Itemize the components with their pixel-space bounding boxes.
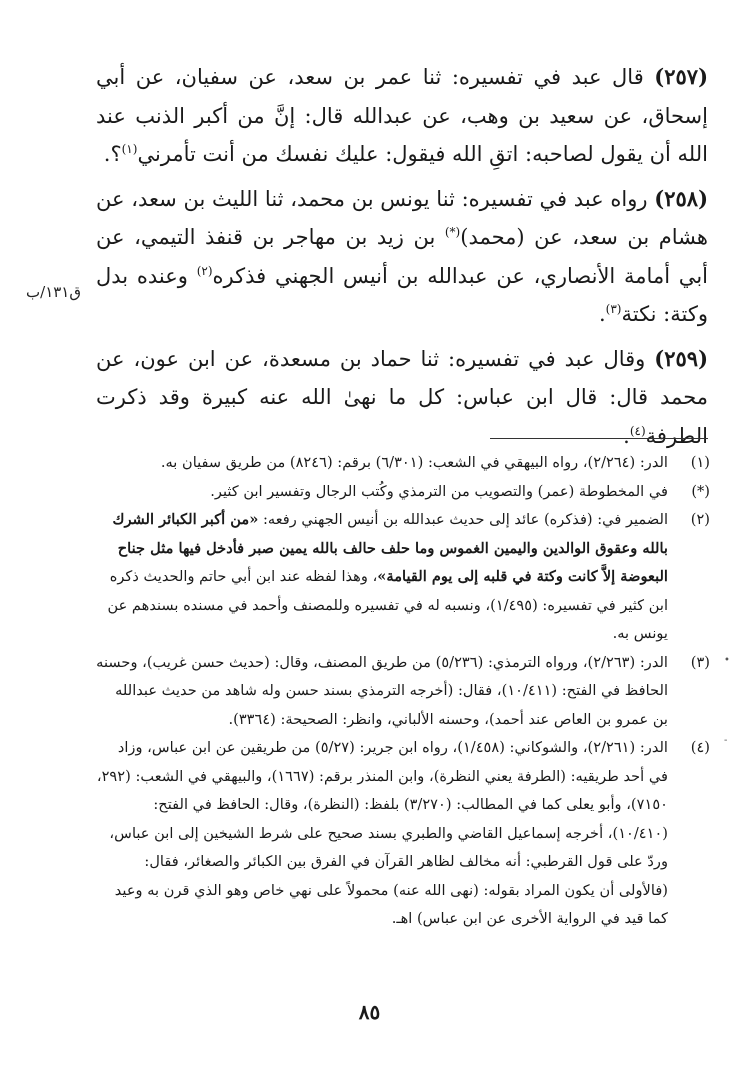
paragraph-text: رواه عبد في تفسيره: ثنا يونس بن محمد، ثنا الليث بن سعد، عن هشام بن سعد، عن (محمد) <box>96 186 708 249</box>
footnote-label: (٣) <box>690 653 710 671</box>
footnote-label: (٤) <box>690 739 710 756</box>
paragraph-text: بن زيد بن مهاجر بن قنفذ التيمي، عن أبي أمامة الأنصاري، عن عبدالله بن أنيس الجهني فذكره <box>96 225 708 288</box>
footnote-3 <box>96 649 710 735</box>
footnote-2 <box>96 506 710 649</box>
paragraph-257 <box>96 58 708 174</box>
footnote-label: (٢) <box>690 511 710 528</box>
paragraph-text: وقال عبد في تفسيره: ثنا حماد بن مسعدة، عن ابن عون، عن محمد قال: قال ابن عباس: كل ما نهىٰ الله عنه كبيرة وقد ذكرت الطرفة <box>96 346 708 448</box>
scan-speck: • <box>724 655 730 666</box>
entry-number: (٢٥٧) <box>654 64 708 89</box>
manuscript-folio-note: ق١٣١/ب <box>26 283 81 301</box>
footnote-divider <box>490 438 708 439</box>
footnote-4 <box>96 734 710 934</box>
scan-speck: - <box>724 735 728 746</box>
footnote-label: (١) <box>690 454 710 471</box>
footnote-text: الدر: (٢/٢٦٤)، رواه البيهقي في الشعب: (٦/٣٠١) برقم: (٨٢٤٦) من طريق سفيان به. <box>160 454 668 471</box>
main-text <box>96 58 708 461</box>
footnote-ref[interactable]: (*) <box>444 225 461 239</box>
footnote-text: الضمير في: (فذكره) عائد إلى حديث عبدالله بن أنيس الجهني رفعه: <box>258 511 668 528</box>
paragraph-text: قال عبد في تفسيره: ثنا عمر بن سعد، عن سفيان، عن أبي إسحاق، عن سعيد بن وهب، عن عبدالله قال: إنَّ من أكبر الذنب عند الله أن يقول لصاحبه: اتقِ الله فيقول: عليك نفسك من أنت تأمرني <box>96 65 708 166</box>
paragraph-258 <box>96 180 708 334</box>
entry-number: (٢٥٩) <box>654 345 708 371</box>
page-number: ٨٥ <box>358 1000 381 1024</box>
footnote-text: ، وهذا لفظه عند ابن أبي حاتم والحديث ذكره ابن كثير في تفسيره: (١/٤٩٥)، ونسبه له في تفسيره وللمصنف وأحمد في مسنده بسندهم عن يونس به. <box>107 568 668 642</box>
entry-number: (٢٥٨) <box>654 185 708 211</box>
paragraph-tail: . <box>623 423 630 448</box>
footnote-star <box>96 478 710 507</box>
hadith-quote: «من أكبر الكبائر الشرك بالله وعقوق الوالدين واليمين الغموس وما حلف حالف بالله يمين صبر فأدخل فيها مثل جناح البعوضة إلاَّ كانت وكتة في قلبه إلى يوم القيامة» <box>112 511 668 585</box>
footnote-text: الدر: (٢/٢٦٣)، ورواه الترمذي: (٥/٢٣٦) من طريق المصنف، وقال: (حديث حسن غريب)، وحسنه الحافظ في الفتح: (١٠/٤١١)، فقال: (أخرجه الترمذي بسند حسن وله شاهد من حديث عبدالله بن عمرو بن العاص عند أحمد)، وحسنه الألباني، وانظر: الصحيحة: (٣٣٦٤). <box>96 653 668 728</box>
paragraph-tail: ؟. <box>103 142 122 166</box>
footnote-ref[interactable]: (١) <box>121 142 138 156</box>
footnote-ref[interactable]: (٤) <box>629 423 646 438</box>
footnote-label: (*) <box>691 482 710 500</box>
footnotes <box>96 449 710 934</box>
footnote-ref[interactable]: (٢) <box>196 263 213 278</box>
paragraph-tail: . <box>598 302 606 326</box>
footnote-ref[interactable]: (٣) <box>605 302 622 316</box>
paragraph-text: وعنده بدل وكتة: نكتة <box>96 263 708 326</box>
footnote-text: الدر: (٢/٢٦١)، والشوكاني: (١/٤٥٨)، رواه ابن جرير: (٥/٢٧) من طريقين عن ابن عباس، وزاد في أحد طريقيه: (الطرفة يعني النظرة)، وابن المنذر برقم: (١٦٦٧)، والبيهقي في الشعب: (٢٩٢، ٧١٥٠)، وأبو يعلى كما في المطالب: (٣/٢٧٠) بلفظ: (النظرة)، وقال: الحافظ في الفتح: (١٠/٤١٠)، أخرجه إسماعيل القاضي والطبري بسند صحيح على شرط الشيخين إلى ابن عباس، وردّ على قول القرطبي: أنه مخالف لظاهر القرآن في الفرق بين الكبائر والصغائر، فقال: (فالأولى أن يكون المراد بقوله: (نهى الله عنه) محمولاً على نهي خاص وهو الذي قرن به وعيد كما قيد في الرواية الأخرى عن ابن عباس) اهـ. <box>96 739 668 927</box>
footnote-text: في المخطوطة (عمر) والتصويب من الترمذي وكُتب الرجال وتفسير ابن كثير. <box>210 482 668 500</box>
footnote-1 <box>96 449 710 478</box>
